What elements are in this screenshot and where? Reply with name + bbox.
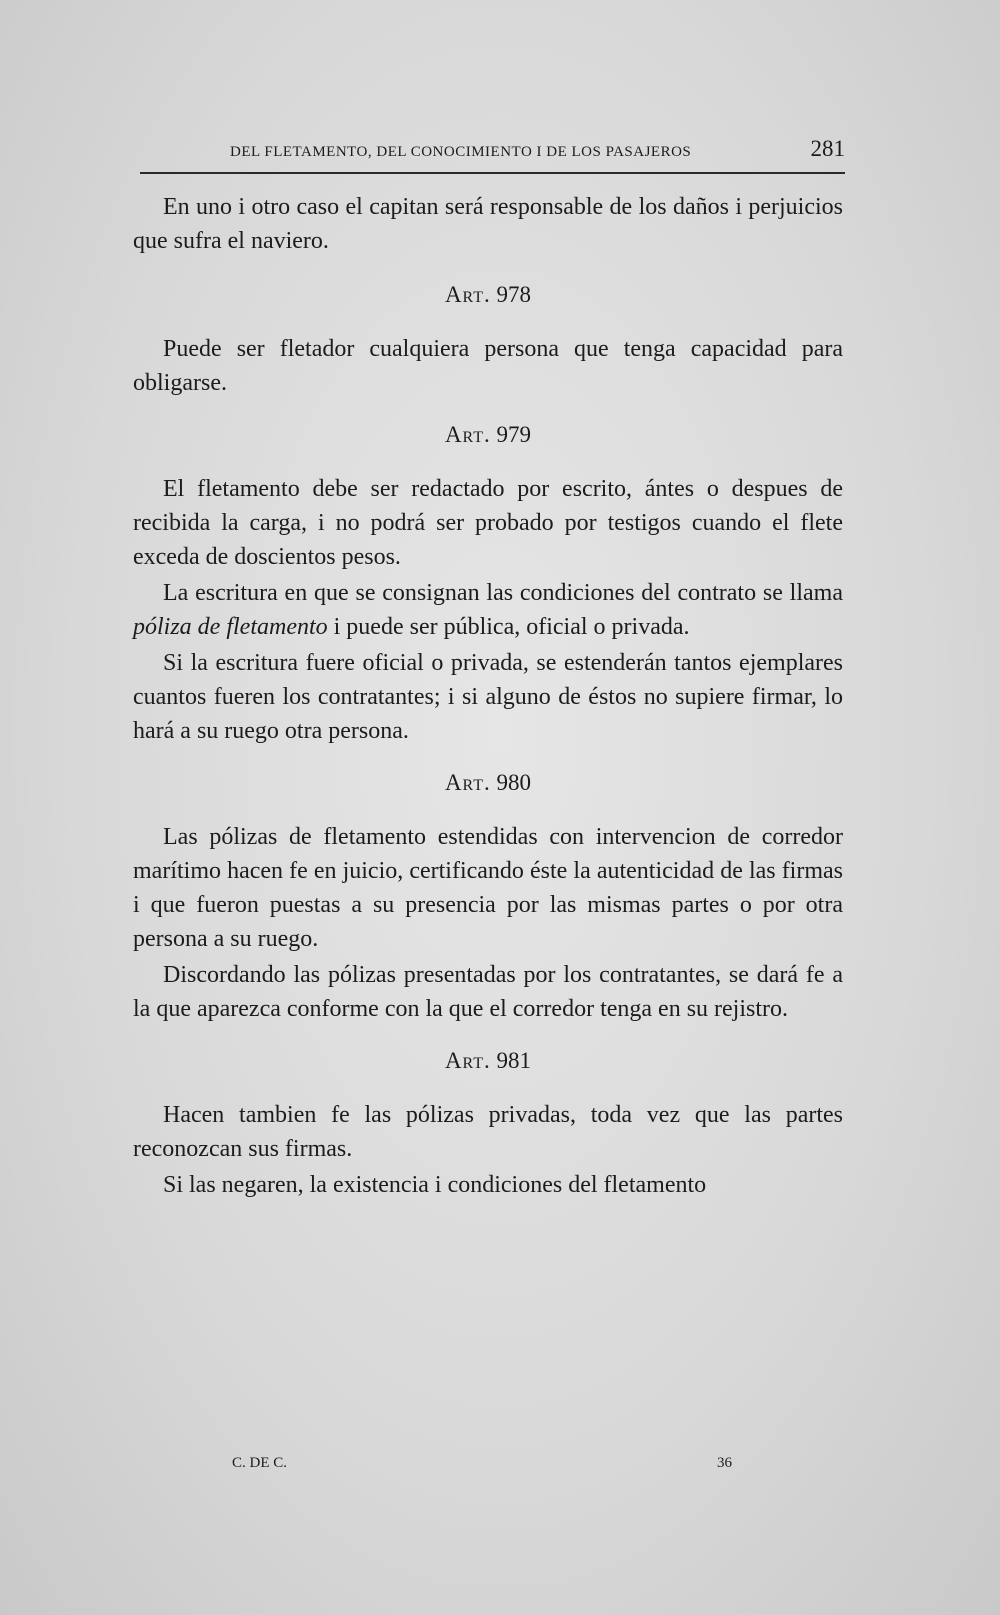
running-header	[140, 138, 845, 174]
article-number: 978	[496, 282, 532, 307]
text-run: i puede ser pública, oficial o privada.	[327, 614, 690, 640]
page-number: 281	[810, 136, 845, 161]
italic-term: póliza de fletamento	[133, 614, 328, 640]
article-label: Art.	[444, 1048, 491, 1073]
sheet-number: 36	[717, 1455, 732, 1471]
paragraph-with-italic	[133, 576, 843, 644]
article-label: Art.	[444, 422, 491, 447]
running-header-title: DEL FLETAMENTO, DEL CONOCIMIENTO I DE LOS PASAJEROS	[230, 144, 692, 160]
article-heading-979	[133, 420, 843, 450]
article-heading-980	[133, 768, 843, 798]
article-label: Art.	[444, 770, 491, 795]
paragraph: Discordando las pólizas presentadas por los contratantes, se dará fe a la que aparezca conforme con la que el corredor tenga en su rejistro.	[133, 962, 843, 1022]
paragraph: Hacen tambien fe las pólizas privadas, toda vez que las partes reconozcan sus firmas.	[133, 1102, 843, 1162]
signature-mark: C. DE C.	[232, 1455, 288, 1471]
article-heading-981	[133, 1046, 843, 1076]
article-number: 980	[496, 770, 532, 795]
text-run: La escritura en que se consignan las condiciones del contrato se llama	[163, 580, 843, 606]
page-body	[133, 190, 843, 1202]
paragraph: Si la escritura fuere oficial o privada, se estenderán tantos ejemplares cuantos fueren los contratantes; i si alguno de éstos no supiere firmar, lo hará a su ruego otra persona.	[133, 650, 843, 744]
article-number: 979	[496, 422, 532, 447]
article-number: 981	[496, 1048, 532, 1073]
article-label: Art.	[444, 282, 491, 307]
paragraph: Si las negaren, la existencia i condiciones del fletamento	[163, 1172, 707, 1198]
paragraph: En uno i otro caso el capitan será responsable de los daños i perjuicios que sufra el naviero.	[133, 194, 843, 254]
paragraph: Las pólizas de fletamento estendidas con intervencion de corredor marítimo hacen fe en juicio, certificando éste la autenticidad de las firmas i que fueron puestas a su presencia por las mismas partes o por otra persona a su ruego.	[133, 824, 843, 952]
paragraph: El fletamento debe ser redactado por escrito, ántes o despues de recibida la carga, i no podrá ser probado por testigos cuando el flete exceda de doscientos pesos.	[133, 476, 843, 570]
article-heading-978	[133, 280, 843, 310]
paragraph: Puede ser fletador cualquiera persona que tenga capacidad para obligarse.	[133, 336, 843, 396]
